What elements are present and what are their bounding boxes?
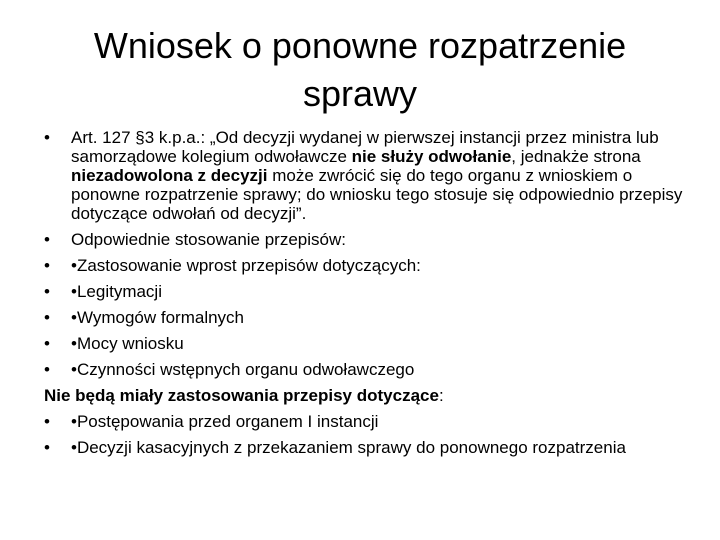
bullet-marker: •: [44, 308, 50, 327]
list-item-text: •Postępowania przed organem I instancji: [71, 412, 379, 431]
bullet-marker: •: [44, 334, 50, 353]
list-item-text: Odpowiednie stosowanie przepisów:: [71, 230, 346, 249]
bullet-marker: •: [44, 412, 50, 431]
article-bullet: [44, 128, 690, 223]
list-item-text: •Zastosowanie wprost przepisów dotyczących:: [71, 256, 421, 275]
list-item-text: •Legitymacji: [71, 282, 162, 301]
list-item: [44, 412, 690, 431]
bullet-marker: •: [44, 230, 50, 249]
article-text-2: , jednakże strona: [511, 147, 641, 166]
slide-title-line-1: Wniosek o ponowne rozpatrzenie: [93, 25, 627, 66]
list-item-text: •Wymogów formalnych: [71, 308, 245, 327]
article-bold-2: niezadowolona z decyzji: [71, 166, 268, 185]
article-bold-1: nie służy odwołanie: [351, 147, 512, 166]
bullet-marker: •: [44, 282, 50, 301]
list-item: [44, 308, 690, 327]
list-item-text: •Czynności wstępnych organu odwoławczego: [71, 360, 415, 379]
list-item: [44, 360, 690, 379]
list-item-text: •Mocy wniosku: [71, 334, 184, 353]
slide-body: [44, 128, 690, 464]
not-applicable-bold: Nie będą miały zastosowania przepisy dotyczące: [44, 386, 439, 405]
slide-title-line-2: sprawy: [302, 73, 418, 114]
not-applicable-colon: :: [438, 386, 444, 405]
bullet-marker: •: [44, 128, 50, 147]
article-text-1: Art. 127 §3 k.p.a.: „Od decyzji wydanej w pierwszej instancji przez ministra lub samorządowe kolegium odwoławcze: [71, 128, 659, 166]
article-text-3: może zwrócić się do tego organu z wnioskiem o ponowne rozpatrzenie sprawy; do wniosku tego stosuje się odpowiednio przepisy dotyczące odwołań od decyzji”.: [71, 166, 683, 223]
bullet-marker: •: [44, 360, 50, 379]
bullet-marker: •: [44, 438, 50, 457]
bullet-marker: •: [44, 256, 50, 275]
list-item: [44, 282, 690, 301]
not-applicable-heading: [44, 386, 690, 405]
list-item-text: •Decyzji kasacyjnych z przekazaniem sprawy do ponownego rozpatrzenia: [71, 438, 626, 457]
list-item: [44, 230, 690, 249]
slide-title: [40, 22, 680, 118]
list-item: [44, 334, 690, 353]
list-item: [44, 438, 690, 457]
list-item: [44, 256, 690, 275]
